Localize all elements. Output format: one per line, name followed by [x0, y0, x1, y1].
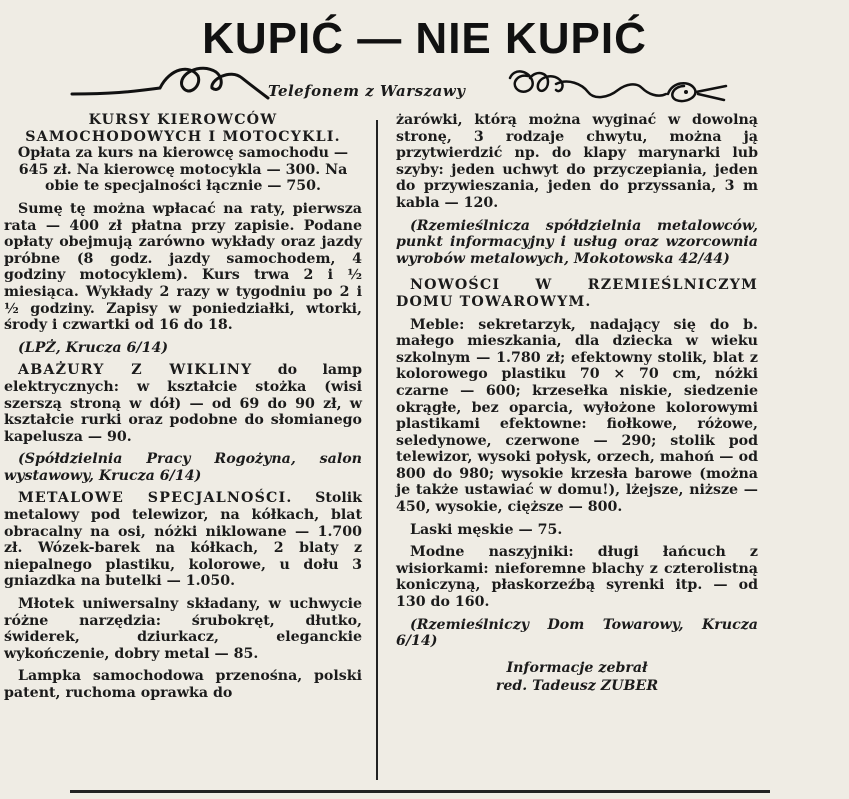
article-wicker-lampshades [4, 362, 362, 445]
article-source: (Spółdzielnia Pracy Rogożyna, salon wystawowy, Krucza 6/14) [4, 451, 362, 484]
article-text: do lamp elektrycznych: w kształcie stożka (wisi szerszą stroną w dół) — od 69 do 90 zł, w kształcie rurki oraz podobne do słomianego kapelusza — 90. [4, 362, 362, 445]
left-column [4, 112, 362, 708]
article-paragraph: Młotek uniwersalny składany, w uchwycie różne narzędzia: śrubokręt, dłutko, świderek, dziurkacz, eleganckie wykończenie, dobry metal — 85. [4, 596, 362, 662]
article-text: Stolik metalowy pod telewizor, na kółkach, blat obracalny na osi, nóżki niklowane — 1.700 zł. Wózek-barek na kółkach, 2 blaty z niepalnego plastiku, kolorowe, u dołu 3 gniazdka na butelki — 1.050. [4, 490, 362, 590]
article-paragraph: Meble: sekretarzyk, nadający się do b. małego mieszkania, dla dziecka w wieku szkolnym — 1.780 zł; efektowny stolik, blat z kolorowego plastiku 70 × 70 cm, nóżki czarne — 600; krzesełka niskie, siedzenie okrągłe, bez oparcia, wyłożone kolorowymi plastikami efektowne: fiołkowe, różowe, seledynowe, czerwone — 290; stolik pod telewizor, wysoki połysk, orzech, mahoń — od 800 do 980; wysokie krzesła barowe (można je także ustawiać w domu!), lżejsze, niższe — 450, wysokie, cięższe — 800. [396, 316, 758, 516]
article-driving-courses [4, 112, 362, 195]
article-source: (Rzemieślniczy Dom Towarowy, Krucza 6/14) [396, 616, 758, 650]
byline: Telefonem z Warszawy [268, 82, 466, 100]
article-text: Opłata za kurs na kierowcę samochodu — 645 zł. Na kierowcę motocykla — 300. Na obie te specjalności łącznie — 750. [17, 145, 349, 195]
article-source: (Rzemieślnicza spółdzielnia metalowców, punkt informacyjny i usług oraz wzorcownia wyrobów metalowych, Mokotowska 42/44) [396, 217, 758, 267]
author-name: red. Tadeusz ZUBER [495, 678, 659, 695]
article-heading: NOWOŚCI W RZEMIEŚLNICZYM DOMU TOWAROWYM. [396, 277, 758, 310]
right-column [396, 112, 758, 695]
column-divider [376, 120, 378, 780]
article-paragraph: Sumę tę można wpłacać na raty, pierwsza rata — 400 zł płatna przy zapisie. Podane opłaty obejmują zarówno wykłady oraz jazdy próbne (8 godz. jazdy samochodem, 4 godziny motocyklem). Kurs trwa 2 i ½ miesiąca. Wykłady 2 razy w tygodniu po 2 i ½ godziny. Zapisy w poniedziałki, wtorki, środy i czwartki od 16 do 18. [4, 200, 362, 334]
article-paragraph: Modne naszyjniki: długi łańcuch z wisiorkami: nieforemne blachy z czterolistną koniczyną, płaskorzeźbą syrenki itp. — od 130 do 160. [396, 544, 758, 611]
article-paragraph: Lampka samochodowa przenośna, polski patent, ruchoma oprawka do [4, 668, 362, 701]
article-source: (LPŻ, Krucza 6/14) [18, 339, 169, 356]
article-heading: KURSY KIEROWCÓW SAMOCHODOWYCH I MOTOCYKLI. [25, 112, 341, 145]
article-heading: ABAŻURY Z WIKLINY [18, 362, 253, 379]
page-title: KUPIĆ — NIE KUPIĆ [202, 14, 647, 63]
right-doodle-illustration [508, 64, 728, 114]
article-paragraph: żarówki, którą można wyginać w dowolną stronę, 3 rodzaje chwytu, można ją przytwierdzić np. do klapy marynarki lub szyby: jeden uchwyt do przyczepiania, jeden do przywieszania, jeden do przyssania, 3 m kabla — 120. [396, 112, 758, 211]
article-metal-specialties [4, 490, 362, 590]
article-heading: METALOWE SPECJALNOŚCI. [18, 490, 293, 507]
article-paragraph: Laski męskie — 75. [410, 521, 563, 538]
left-doodle-illustration [70, 58, 270, 108]
bottom-rule [70, 790, 770, 793]
author-credit-line: Informacje zebrał [506, 659, 648, 676]
